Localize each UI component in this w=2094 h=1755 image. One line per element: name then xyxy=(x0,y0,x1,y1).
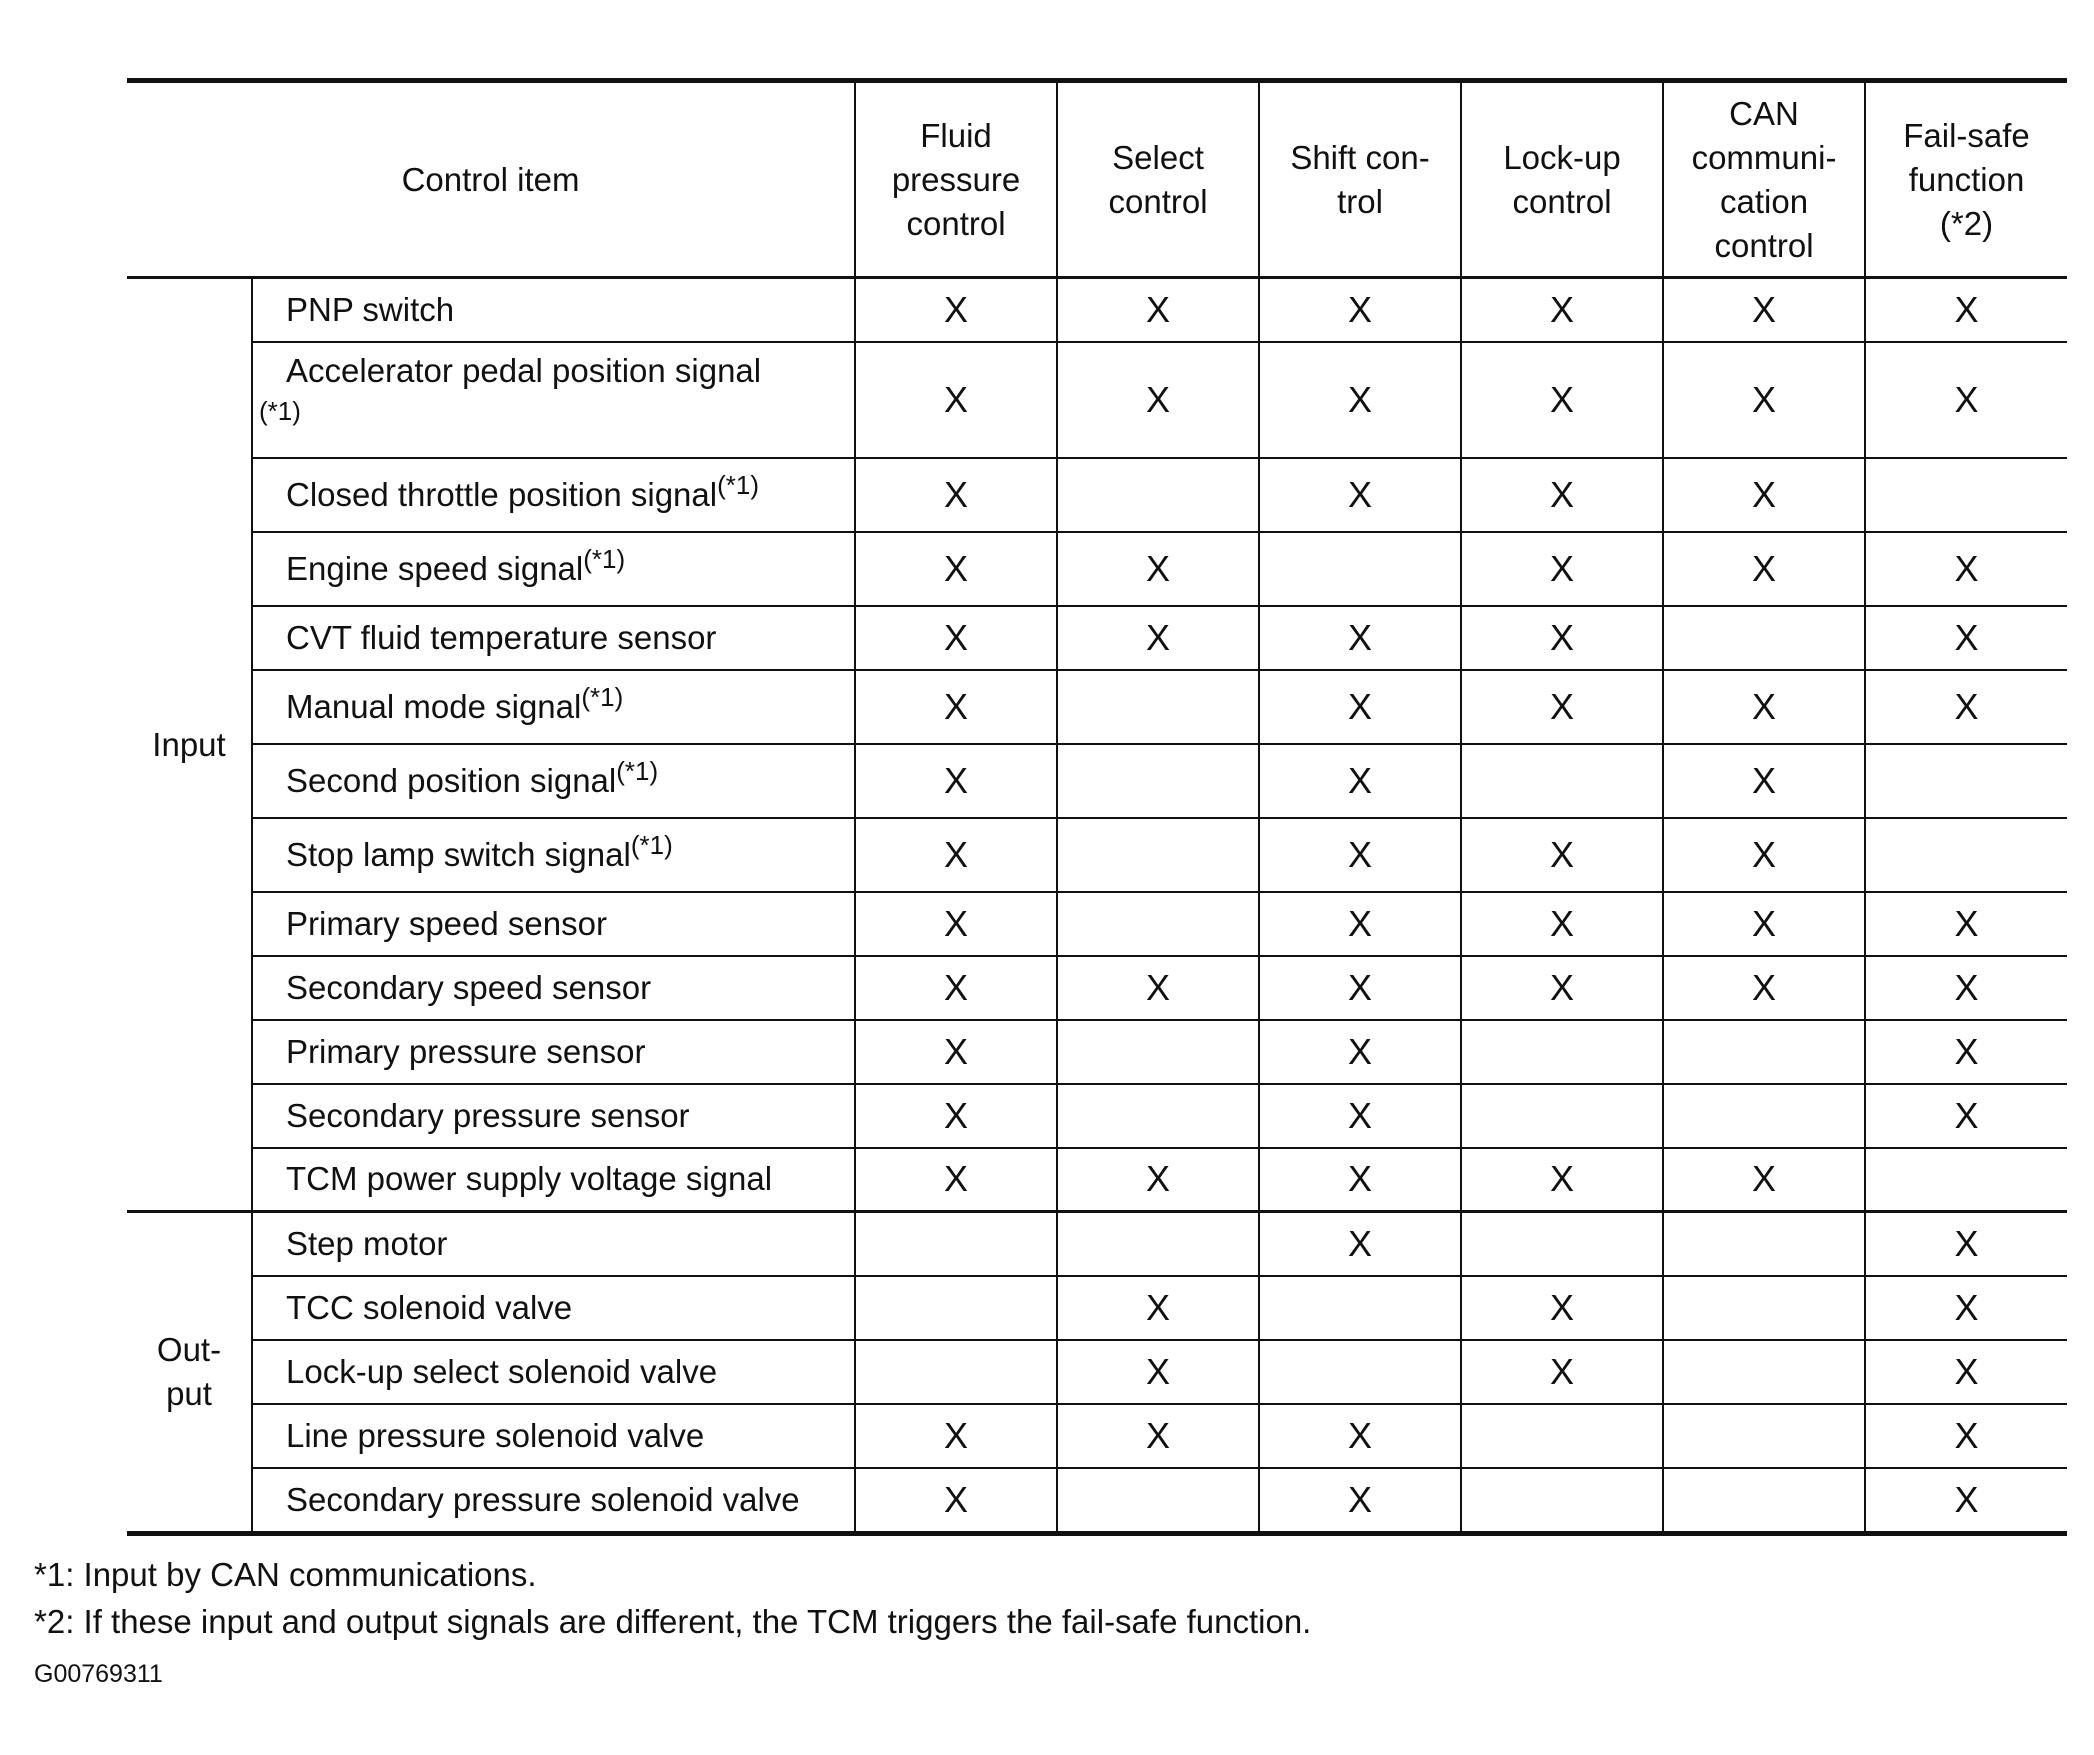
mark-cell xyxy=(855,670,1057,744)
x-mark: X xyxy=(1550,288,1575,330)
control-item-label: Line pressure solenoid valve xyxy=(286,1416,705,1454)
mark-cell xyxy=(1865,744,2067,818)
mark-cell xyxy=(1865,1148,2067,1212)
x-mark: X xyxy=(944,1094,969,1136)
mark-cell xyxy=(1461,670,1663,744)
control-item-name xyxy=(252,892,855,956)
mark-cell xyxy=(1461,1404,1663,1468)
mark-cell xyxy=(1865,458,2067,532)
control-item-label: Primary pressure sensor xyxy=(286,1032,646,1070)
mark-cell xyxy=(1259,1212,1461,1276)
header-column-line: control xyxy=(1108,182,1208,220)
x-mark: X xyxy=(1348,1158,1373,1200)
mark-cell xyxy=(855,1148,1057,1212)
mark-cell xyxy=(855,1340,1057,1404)
x-mark: X xyxy=(1954,1478,1979,1520)
control-item-label: Accelerator pedal position signal xyxy=(286,351,762,389)
x-mark: X xyxy=(944,1414,969,1456)
mark-cell xyxy=(1461,818,1663,892)
table-row xyxy=(127,956,2067,1020)
footnote-ref: (*1) xyxy=(259,395,301,426)
control-item-label: CVT fluid temperature sensor xyxy=(286,618,717,656)
x-mark: X xyxy=(1348,616,1373,658)
x-mark: X xyxy=(1752,288,1777,330)
x-mark: X xyxy=(1550,685,1575,727)
mark-cell xyxy=(1461,532,1663,606)
mark-cell xyxy=(1663,1468,1865,1534)
table-row xyxy=(127,892,2067,956)
table-row xyxy=(127,1404,2067,1468)
mark-cell xyxy=(1057,1468,1259,1534)
control-item-name xyxy=(252,1468,855,1534)
control-item-label: TCM power supply voltage signal xyxy=(286,1160,773,1198)
mark-cell xyxy=(1259,1276,1461,1340)
mark-cell xyxy=(1865,1084,2067,1148)
mark-cell xyxy=(1057,818,1259,892)
mark-cell xyxy=(1663,818,1865,892)
mark-cell xyxy=(1259,606,1461,670)
mark-cell xyxy=(1865,1468,2067,1534)
x-mark: X xyxy=(944,902,969,944)
x-mark: X xyxy=(1146,547,1171,589)
x-mark: X xyxy=(1550,616,1575,658)
mark-cell xyxy=(855,606,1057,670)
mark-cell xyxy=(1865,606,2067,670)
x-mark: X xyxy=(944,616,969,658)
footnote-1: *1: Input by CAN communications. xyxy=(34,1556,537,1593)
footnote-ref: (*1) xyxy=(616,755,659,786)
table-row xyxy=(127,1340,2067,1404)
control-item-label: Primary speed sensor xyxy=(286,904,607,942)
control-item-label: Secondary speed sensor xyxy=(286,968,652,1006)
table-row xyxy=(127,744,2067,818)
control-item-name xyxy=(252,1276,855,1340)
mark-cell xyxy=(1865,818,2067,892)
table-row xyxy=(127,278,2067,342)
mark-cell xyxy=(855,532,1057,606)
mark-cell xyxy=(1461,1340,1663,1404)
table-row xyxy=(127,342,2067,458)
mark-cell xyxy=(1663,1084,1865,1148)
mark-cell xyxy=(1663,342,1865,458)
mark-cell xyxy=(1461,1084,1663,1148)
mark-cell xyxy=(1259,1020,1461,1084)
header-column-line: Fluid xyxy=(920,116,992,154)
table-row xyxy=(127,606,2067,670)
figure-code: G00769311 xyxy=(34,1660,163,1688)
mark-cell xyxy=(1663,1276,1865,1340)
mark-cell xyxy=(1259,818,1461,892)
control-item-label: Stop lamp switch signal xyxy=(286,835,631,873)
mark-cell xyxy=(1259,1148,1461,1212)
header-row xyxy=(127,81,2067,278)
control-item-name xyxy=(252,1212,855,1276)
x-mark: X xyxy=(1348,1414,1373,1456)
x-mark: X xyxy=(944,1030,969,1072)
x-mark: X xyxy=(1348,1094,1373,1136)
table-row xyxy=(127,1148,2067,1212)
mark-cell xyxy=(1663,1020,1865,1084)
x-mark: X xyxy=(1348,288,1373,330)
mark-cell xyxy=(1663,458,1865,532)
mark-cell xyxy=(1663,744,1865,818)
table-row xyxy=(127,1084,2067,1148)
x-mark: X xyxy=(1954,547,1979,589)
x-mark: X xyxy=(1752,966,1777,1008)
x-mark: X xyxy=(1752,473,1777,515)
mark-cell xyxy=(855,892,1057,956)
x-mark: X xyxy=(1348,1030,1373,1072)
mark-cell xyxy=(1057,278,1259,342)
x-mark: X xyxy=(944,966,969,1008)
mark-cell xyxy=(1259,956,1461,1020)
mark-cell xyxy=(1865,1212,2067,1276)
x-mark: X xyxy=(1954,1350,1979,1392)
x-mark: X xyxy=(1550,833,1575,875)
header-column-line: function xyxy=(1908,160,2025,198)
mark-cell xyxy=(1865,1404,2067,1468)
mark-cell xyxy=(1057,606,1259,670)
x-mark: X xyxy=(1954,1414,1979,1456)
control-item-name xyxy=(252,532,855,606)
header-column-3 xyxy=(1461,81,1663,278)
mark-cell xyxy=(855,744,1057,818)
control-item-name xyxy=(252,670,855,744)
control-item-name xyxy=(252,956,855,1020)
header-column-0 xyxy=(855,81,1057,278)
mark-cell xyxy=(855,1404,1057,1468)
footnote-ref: (*1) xyxy=(583,543,626,574)
control-item-label: PNP switch xyxy=(286,290,455,328)
mark-cell xyxy=(1461,1276,1663,1340)
mark-cell xyxy=(1057,1084,1259,1148)
mark-cell xyxy=(1461,278,1663,342)
group-label xyxy=(127,1212,252,1534)
mark-cell xyxy=(1461,1468,1663,1534)
table-row xyxy=(127,818,2067,892)
mark-cell xyxy=(1461,1148,1663,1212)
control-item-label: Secondary pressure solenoid valve xyxy=(286,1480,800,1518)
x-mark: X xyxy=(1146,1286,1171,1328)
x-mark: X xyxy=(944,833,969,875)
table-row xyxy=(127,1020,2067,1084)
mark-cell xyxy=(1259,278,1461,342)
control-item-table xyxy=(127,78,2067,1536)
mark-cell xyxy=(1663,892,1865,956)
table-row xyxy=(127,670,2067,744)
x-mark: X xyxy=(1954,966,1979,1008)
footnote-2: *2: If these input and output signals are different, the TCM triggers the fail-safe function. xyxy=(34,1603,1312,1640)
mark-cell xyxy=(1461,458,1663,532)
x-mark: X xyxy=(1348,473,1373,515)
mark-cell xyxy=(1865,1020,2067,1084)
header-column-line: Select xyxy=(1112,138,1204,176)
x-mark: X xyxy=(1550,902,1575,944)
mark-cell xyxy=(1057,956,1259,1020)
header-column-2 xyxy=(1259,81,1461,278)
mark-cell xyxy=(1461,956,1663,1020)
header-column-line: cation xyxy=(1719,182,1809,220)
x-mark: X xyxy=(1752,833,1777,875)
mark-cell xyxy=(855,956,1057,1020)
x-mark: X xyxy=(1146,1414,1171,1456)
mark-cell xyxy=(1259,744,1461,818)
mark-cell xyxy=(1461,606,1663,670)
group-label-line: Input xyxy=(152,725,226,763)
mark-cell xyxy=(1057,670,1259,744)
mark-cell xyxy=(1259,892,1461,956)
control-item-name xyxy=(252,1148,855,1212)
header-column-line: pressure xyxy=(891,160,1021,198)
control-item-name xyxy=(252,1020,855,1084)
header-column-line: control xyxy=(1512,182,1612,220)
header-control-item: Control item xyxy=(127,81,855,278)
mark-cell xyxy=(1259,342,1461,458)
mark-cell xyxy=(1057,1212,1259,1276)
x-mark: X xyxy=(1954,902,1979,944)
control-item-name xyxy=(252,606,855,670)
x-mark: X xyxy=(944,759,969,801)
mark-cell xyxy=(855,1212,1057,1276)
mark-cell xyxy=(1057,342,1259,458)
mark-cell xyxy=(855,1276,1057,1340)
control-item-name xyxy=(252,278,855,342)
mark-cell xyxy=(1461,342,1663,458)
table-row xyxy=(127,458,2067,532)
control-item-label: TCC solenoid valve xyxy=(286,1288,573,1326)
mark-cell xyxy=(1663,606,1865,670)
mark-cell xyxy=(1663,956,1865,1020)
x-mark: X xyxy=(1550,1350,1575,1392)
x-mark: X xyxy=(1752,1158,1777,1200)
x-mark: X xyxy=(1752,378,1777,420)
x-mark: X xyxy=(1954,378,1979,420)
x-mark: X xyxy=(944,473,969,515)
mark-cell xyxy=(1865,956,2067,1020)
control-item-name xyxy=(252,744,855,818)
mark-cell xyxy=(855,818,1057,892)
x-mark: X xyxy=(1348,1478,1373,1520)
mark-cell xyxy=(855,458,1057,532)
mark-cell xyxy=(855,1020,1057,1084)
control-item-label: Closed throttle position signal xyxy=(286,475,718,513)
mark-cell xyxy=(1663,670,1865,744)
header-column-line: Shift con- xyxy=(1290,138,1430,176)
mark-cell xyxy=(1057,1276,1259,1340)
mark-cell xyxy=(1865,892,2067,956)
mark-cell xyxy=(855,278,1057,342)
x-mark: X xyxy=(1954,1286,1979,1328)
x-mark: X xyxy=(1348,378,1373,420)
mark-cell xyxy=(1461,1020,1663,1084)
mark-cell xyxy=(1461,1212,1663,1276)
mark-cell xyxy=(1057,1340,1259,1404)
x-mark: X xyxy=(944,378,969,420)
x-mark: X xyxy=(1146,1158,1171,1200)
x-mark: X xyxy=(1752,547,1777,589)
mark-cell xyxy=(1057,892,1259,956)
mark-cell xyxy=(1663,278,1865,342)
group-label-line: Out- xyxy=(156,1331,222,1368)
header-column-5 xyxy=(1865,81,2067,278)
x-mark: X xyxy=(944,547,969,589)
x-mark: X xyxy=(1550,547,1575,589)
mark-cell xyxy=(1663,1404,1865,1468)
control-item-label: Secondary pressure sensor xyxy=(286,1096,690,1134)
mark-cell xyxy=(1259,670,1461,744)
mark-cell xyxy=(1663,1212,1865,1276)
header-column-line: Fail-safe xyxy=(1903,116,2030,154)
header-column-1 xyxy=(1057,81,1259,278)
control-item-name xyxy=(252,1084,855,1148)
table-body xyxy=(127,278,2067,1534)
x-mark: X xyxy=(1348,966,1373,1008)
control-item-label: Lock-up select solenoid valve xyxy=(286,1352,718,1390)
x-mark: X xyxy=(944,1478,969,1520)
control-item-label: Step motor xyxy=(286,1224,448,1262)
x-mark: X xyxy=(944,685,969,727)
mark-cell xyxy=(1461,744,1663,818)
header-column-4 xyxy=(1663,81,1865,278)
header-column-line: communi- xyxy=(1691,138,1837,176)
footnote-ref: (*1) xyxy=(581,681,624,712)
mark-cell xyxy=(1057,744,1259,818)
x-mark: X xyxy=(1348,759,1373,801)
mark-cell xyxy=(1057,1404,1259,1468)
mark-cell xyxy=(1259,1404,1461,1468)
table-row xyxy=(127,532,2067,606)
mark-cell xyxy=(1057,1148,1259,1212)
mark-cell xyxy=(1057,532,1259,606)
control-item-name xyxy=(252,818,855,892)
x-mark: X xyxy=(944,288,969,330)
table-row xyxy=(127,1276,2067,1340)
mark-cell xyxy=(1461,892,1663,956)
x-mark: X xyxy=(1954,685,1979,727)
mark-cell xyxy=(1663,532,1865,606)
header-column-line: trol xyxy=(1337,182,1383,220)
x-mark: X xyxy=(1954,288,1979,330)
header-column-line: Lock-up xyxy=(1503,138,1621,176)
control-item-label: Engine speed signal xyxy=(286,549,584,587)
mark-cell xyxy=(1057,458,1259,532)
x-mark: X xyxy=(1752,685,1777,727)
mark-cell xyxy=(1663,1148,1865,1212)
x-mark: X xyxy=(1146,378,1171,420)
mark-cell xyxy=(1865,1276,2067,1340)
control-item-name xyxy=(252,342,855,458)
group-label-line: put xyxy=(166,1375,212,1412)
x-mark: X xyxy=(1550,966,1575,1008)
x-mark: X xyxy=(1348,833,1373,875)
header-column-line: control xyxy=(1714,226,1814,264)
x-mark: X xyxy=(1146,966,1171,1008)
mark-cell xyxy=(1259,1340,1461,1404)
mark-cell xyxy=(855,1468,1057,1534)
x-mark: X xyxy=(1954,1094,1979,1136)
mark-cell xyxy=(855,1084,1057,1148)
x-mark: X xyxy=(1550,378,1575,420)
footnote-ref: (*1) xyxy=(630,829,673,860)
mark-cell xyxy=(1865,278,2067,342)
mark-cell xyxy=(1663,1340,1865,1404)
x-mark: X xyxy=(1348,902,1373,944)
x-mark: X xyxy=(1146,1350,1171,1392)
mark-cell xyxy=(1259,458,1461,532)
mark-cell xyxy=(1057,1020,1259,1084)
x-mark: X xyxy=(1954,1030,1979,1072)
x-mark: X xyxy=(1146,288,1171,330)
x-mark: X xyxy=(1550,1286,1575,1328)
mark-cell xyxy=(1259,1468,1461,1534)
x-mark: X xyxy=(1348,1222,1373,1264)
x-mark: X xyxy=(1954,616,1979,658)
mark-cell xyxy=(855,342,1057,458)
mark-cell xyxy=(1865,532,2067,606)
header-column-line: (*2) xyxy=(1939,204,1994,242)
x-mark: X xyxy=(1752,759,1777,801)
table-row xyxy=(127,1468,2067,1534)
control-item-label: Manual mode signal xyxy=(286,687,582,725)
mark-cell xyxy=(1259,532,1461,606)
table-row xyxy=(127,1212,2067,1276)
x-mark: X xyxy=(944,1158,969,1200)
mark-cell xyxy=(1865,670,2067,744)
group-label xyxy=(127,278,252,1212)
header-column-line: CAN xyxy=(1729,94,1799,132)
footnote-ref: (*1) xyxy=(717,469,759,500)
mark-cell xyxy=(1259,1084,1461,1148)
x-mark: X xyxy=(1146,616,1171,658)
control-item-name xyxy=(252,1340,855,1404)
x-mark: X xyxy=(1550,473,1575,515)
header-column-line: control xyxy=(906,204,1006,242)
control-item-label: Second position signal xyxy=(286,761,617,799)
x-mark: X xyxy=(1954,1222,1979,1264)
x-mark: X xyxy=(1348,685,1373,727)
control-item-name xyxy=(252,458,855,532)
control-item-name xyxy=(252,1404,855,1468)
x-mark: X xyxy=(1752,902,1777,944)
mark-cell xyxy=(1865,342,2067,458)
mark-cell xyxy=(1865,1340,2067,1404)
x-mark: X xyxy=(1550,1158,1575,1200)
